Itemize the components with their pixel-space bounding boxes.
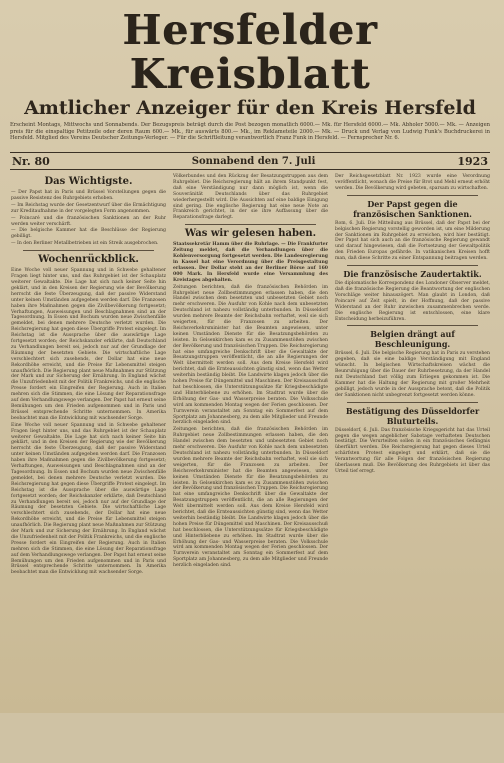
article-columns xyxy=(10,173,490,763)
article-body: Völkerbundes und den Rückzug der Besatzungstruppen aus dem Ruhrgebiet. Die Reichsregierung hält an ihrem Standpunkt fest, daß eine Verständigung nur dann möglich ist, wenn die Souveränität Deutschlands über das Ruhrgebiet wiederhergestellt wird. Die Aussichten auf eine baldige Einigung sind gering. Die englische Regierung hat eine neue Note an Frankreich gerichtet, in der sie ihre Auffassung über die Reparationsfrage darlegt. xyxy=(173,174,328,221)
article-body: Rom, 6. Juli. Die Mitteilung aus Brüssel, daß der Papst bei der belgischen Regierung vorstellig geworden ist, um eine Milderung der Sanktionen im Ruhrgebiet zu erreichen, wird hier bestätigt. Der Papst hat sich auch an die französische Regierung gewandt und darauf hingewiesen, daß die Fortsetzung der Gewaltpolitik den Frieden Europas gefährde. In vatikanischen Kreisen hofft man, daß diese Schritte zu einer Entspannung beitragen werden. xyxy=(335,220,490,262)
article-body: Brüssel, 6. Juli. Die belgische Regierung hat in Paris zu verstehen gegeben, daß sie eine baldige Verständigung mit England wünscht. In belgischen Wirtschaftskreisen wächst die Beunruhigung über die Dauer der Ruhrbesetzung, da der Handel mit Deutschland fast völlig zum Erliegen gekommen ist. Die Kammer hat die Haltung der Regierung mit großer Mehrheit gebilligt, jedoch wurde in der Aussprache betont, daß die Politik der Sanktionen nicht unbegrenzt fortgesetzt werden könne. xyxy=(335,351,490,398)
divider xyxy=(347,402,478,403)
divider xyxy=(347,195,478,196)
article-body-continued: Zeitungen berichten, daß die französischen Behörden im Ruhrgebiet neue Zollbestimmungen erlassen haben, die den Handel zwischen dem besetzten und unbesetzten Gebiet noch mehr erschweren. Die Ausfuhr von Kohle nach dem unbesetzten Deutschland ist nahezu vollständig unterbunden. In Düsseldorf wurden mehrere Beamte der Reichsbahn verhaftet, weil sie sich weigerten, für die Franzosen zu arbeiten. Der Reichsverkehrsminister hat die Beamten angewiesen, unter keinen Umständen Dienste für die Besatzungsbehörden zu leisten. In Gelsenkirchen kam es zu Zusammenstößen zwischen der Bevölkerung und französischen Truppen. Die Reichsregierung hat eine umfangreiche Denkschrift über die Gewaltakte der Besatzungstruppen veröffentlicht, die an alle Regierungen der Welt übermittelt werden soll. Aus dem Kreise Hersfeld wird berichtet, daß die Ernteaussichten günstig sind, wenn das Wetter weiterhin beständig bleibt. Die Landwirte klagen jedoch über die hohen Preise für Düngemittel und Maschinen. Der Kreisausschuß hat beschlossen, die Unterstützungssätze für Kriegsbeschädigte und Hinterbliebene zu erhöhen. Im Stadtrat wurde über die Erhöhung der Gas- und Wasserpreise beraten. Die Volksschule wird am kommenden Montag wegen der Ferien geschlossen. Der Turnverein veranstaltet am Sonntag ein Sommerfest auf dem Sportplatz am Johannesberg, zu dem alle Mitglieder und Freunde herzlich eingeladen sind. xyxy=(173,427,328,569)
summary-item: — Die belgische Kammer hat die Beschlüsse der Regierung gebilligt. xyxy=(11,228,166,240)
heading-belgien: Belgien drängt auf Beschleunigung. xyxy=(370,329,455,350)
divider xyxy=(23,250,154,251)
article-body: Eine Woche voll neuer Spannung und in Schwebe gehaltener Fragen liegt hinter uns, und das Ruhrgebiet ist der Schauplatz weiterer Gewaltakte. Die Lage hat sich nach keiner Seite hin geklärt, und in den Kreisen der Regierung wie der Bevölkerung herrscht die feste Überzeugung, daß der passive Widerstand unter keinen Umständen aufgegeben werden darf. Die Franzosen haben ihre Maßnahmen gegen die Zivilbevölkerung fortgesetzt; Verhaftungen, Ausweisungen und Beschlagnahmen sind an der Tagesordnung. In Essen und Bochum wurden neue Zwischenfälle gemeldet, bei denen mehrere Deutsche verletzt wurden. Die Reichsregierung hat gegen diese Übergriffe Protest eingelegt. Im Reichstag ist die Aussprache über die auswärtige Lage fortgesetzt worden; der Reichskanzler erklärte, daß Deutschland zu Verhandlungen bereit sei, jedoch nur auf der Grundlage der Räumung der besetzten Gebiete. Die wirtschaftliche Lage verschlechtert sich zusehends, der Dollar hat eine neue Rekordhöhe erreicht, und die Preise für Lebensmittel steigen unaufhörlich. Die Regierung plant neue Maßnahmen zur Stützung der Mark und zur Sicherung der Ernährung. In England wächst die Unzufriedenheit mit der Politik Frankreichs, und die englische Presse fordert ein Eingreifen der Regierung. Auch in Italien mehren sich die Stimmen, die eine Lösung der Reparationsfrage auf dem Verhandlungswege verlangen. Der Papst hat erneut seine Bemühungen um den Frieden aufgenommen und in Paris und Brüssel entsprechende Schritte unternommen. In Amerika beobachtet man die Entwicklung mit wachsender Sorge. xyxy=(11,268,166,421)
issue-year: 1923 xyxy=(457,154,488,168)
masthead-title: Hersfelder Kreisblatt xyxy=(122,6,378,98)
divider xyxy=(185,224,316,225)
column-1 xyxy=(10,173,166,763)
article-body: Die diplomatische Korrespondenz des Londoner Observer meldet, daß die französische Regierung die Beantwortung der englischen Vorschläge weiter hinauszögert. Man glaubt in London, daß Poincaré auf Zeit spielt, in der Hoffnung, daß der passive Widerstand an der Ruhr inzwischen zusammenbrechen werde. Die englische Regierung ist entschlossen, eine klare Entscheidung herbeizuführen. xyxy=(335,281,490,322)
divider xyxy=(347,325,478,326)
issue-number: Nr. 80 xyxy=(12,154,50,168)
summary-item: — In den Berliner Metallbetrieben ist ein Streik ausgebrochen. xyxy=(11,241,159,247)
heading-was-wir-gelesen-haben: Was wir gelesen haben. xyxy=(184,228,317,240)
heading-das-wichtigste: Das Wichtigste. xyxy=(44,176,133,187)
issue-date: Sonnabend den 7. Juli xyxy=(191,155,316,167)
summary-item: — Poincaré und die französischen Sanktionen an der Ruhr werden weiter verschärft. xyxy=(11,215,166,227)
article-body-continued: Eine Woche voll neuer Spannung und in Schwebe gehaltener Fragen liegt hinter uns, und das Ruhrgebiet ist der Schauplatz weiterer Gewaltakte. Die Lage hat sich nach keiner Seite hin geklärt, und in den Kreisen der Regierung wie der Bevölkerung herrscht die feste Überzeugung, daß der passive Widerstand unter keinen Umständen aufgegeben werden darf. Die Franzosen haben ihre Maßnahmen gegen die Zivilbevölkerung fortgesetzt; Verhaftungen, Ausweisungen und Beschlagnahmen sind an der Tagesordnung. In Essen und Bochum wurden neue Zwischenfälle gemeldet, bei denen mehrere Deutsche verletzt wurden. Die Reichsregierung hat gegen diese Übergriffe Protest eingelegt. Im Reichstag ist die Aussprache über die auswärtige Lage fortgesetzt worden; der Reichskanzler erklärte, daß Deutschland zu Verhandlungen bereit sei, jedoch nur auf der Grundlage der Räumung der besetzten Gebiete. Die wirtschaftliche Lage verschlechtert sich zusehends, der Dollar hat eine neue Rekordhöhe erreicht, und die Preise für Lebensmittel steigen unaufhörlich. Die Regierung plant neue Maßnahmen zur Stützung der Mark und zur Sicherung der Ernährung. In England wächst die Unzufriedenheit mit der Politik Frankreichs, und die englische Presse fordert ein Eingreifen der Regierung. Auch in Italien mehren sich die Stimmen, die eine Lösung der Reparationsfrage auf dem Verhandlungswege verlangen. Der Papst hat erneut seine Bemühungen um den Frieden aufgenommen und in Paris und Brüssel entsprechende Schritte unternommen. In Amerika beobachtet man die Entwicklung mit wachsender Sorge. xyxy=(11,422,166,576)
article-notes: Staatssekretär Hamm über die Ruhrlage. — Die Frankfurter Zeitung meldet, daß die Verhandlungen über die Kohlenversorgung fortgesetzt werden. Die Landesregierung in Kassel hat eine Verordnung über die Preisgestaltung erlassen. Der Dollar steht an der Berliner Börse auf 160 000 Mark. In Hersfeld wurde eine Versammlung des Kreistages abgehalten. xyxy=(173,242,328,283)
column-3 xyxy=(334,173,490,763)
article-body: Zeitungen berichten, daß die französischen Behörden im Ruhrgebiet neue Zollbestimmungen erlassen haben, die den Handel zwischen dem besetzten und unbesetzten Gebiet noch mehr erschweren. Die Ausfuhr von Kohle nach dem unbesetzten Deutschland ist nahezu vollständig unterbunden. In Düsseldorf wurden mehrere Beamte der Reichsbahn verhaftet, weil sie sich weigerten, für die Franzosen zu arbeiten. Der Reichsverkehrsminister hat die Beamten angewiesen, unter keinen Umständen Dienste für die Besatzungsbehörden zu leisten. In Gelsenkirchen kam es zu Zusammenstößen zwischen der Bevölkerung und französischen Truppen. Die Reichsregierung hat eine umfangreiche Denkschrift über die Gewaltakte der Besatzungstruppen veröffentlicht, die an alle Regierungen der Welt übermittelt werden soll. Aus dem Kreise Hersfeld wird berichtet, daß die Ernteaussichten günstig sind, wenn das Wetter weiterhin beständig bleibt. Die Landwirte klagen jedoch über die hohen Preise für Düngemittel und Maschinen. Der Kreisausschuß hat beschlossen, die Unterstützungssätze für Kriegsbeschädigte und Hinterbliebene zu erhöhen. Im Stadtrat wurde über die Erhöhung der Gas- und Wasserpreise beraten. Die Volksschule wird am kommenden Montag wegen der Ferien geschlossen. Der Turnverein veranstaltet am Sonntag ein Sommerfest auf dem Sportplatz am Johannesberg, zu dem alle Mitglieder und Freunde herzlich eingeladen sind. xyxy=(173,284,328,426)
article-body: Düsseldorf, 6. Juli. Das französische Kriegsgericht hat das Urteil gegen die wegen angeblicher Sabotage verhafteten Deutschen bestätigt. Die Verurteilten sollen in ein französisches Gefängnis überführt werden. Die Reichsregierung hat gegen dieses Urteil schärfsten Protest eingelegt und erklärt, daß sie die Verantwortung für alle Folgen der französischen Regierung überlassen muß. Die Bevölkerung des Ruhrgebiets ist über das Urteil tief erregt. xyxy=(335,427,490,474)
column-2 xyxy=(172,173,328,763)
summary-item: — Im Reichstag wurde der Gesetzentwurf über die Ermächtigung zur Kreditaufnahme in der vorgelegten Form angenommen. xyxy=(11,202,166,214)
article-body: Der Reichsgesetzblatt Nr. 1923 wurde eine Verordnung veröffentlicht, wonach die Preise für Brot und Mehl erneut erhöht werden. Die Bevölkerung wird gebeten, sparsam zu wirtschaften. xyxy=(335,174,490,191)
imprint-text: Erscheint Montags, Mittwochs und Sonnabends. Der Bezugspreis beträgt durch die Post bezogen monatlich 6000.— Mk. für Hersfeld 6000.— Mk. Abholer 5000.— Mk. — Anzeigen preis für die einspaltige Petitzeile oder deren Raum 600.— Mk., für auswärts 800.— Mk., im Reklameteile 2000.— Mk. — Druck und Verlag von Ludwig Funk's Buchdruckerei in Hersfeld. Mitglied des Vereins Deutscher Zeitungs-Verleger. — Für die Schriftleitung verantwortlich Franz Funk in Hersfeld. — Fernsprecher Nr. 6. xyxy=(10,122,490,142)
dateline xyxy=(10,152,490,170)
masthead-subtitle: Amtlicher Anzeiger für den Kreis Hersfeld xyxy=(24,97,476,119)
heading-zaudertaktik: Die französische Zaudertaktik. xyxy=(343,269,482,280)
divider xyxy=(347,265,478,266)
heading-bluturteil: Bestätigung des Düsseldorfer Bluturteils. xyxy=(345,405,480,426)
heading-papst-sanktionen: Der Papst gegen die französischen Sanktionen. xyxy=(353,198,472,219)
heading-wochenrueckblick: Wochenrückblick. xyxy=(38,254,139,266)
summary-item: — Der Papst hat in Paris und Brüssel Vorstellungen gegen die passive Resistenz des Ruhrgebiets erhoben. xyxy=(11,190,166,201)
